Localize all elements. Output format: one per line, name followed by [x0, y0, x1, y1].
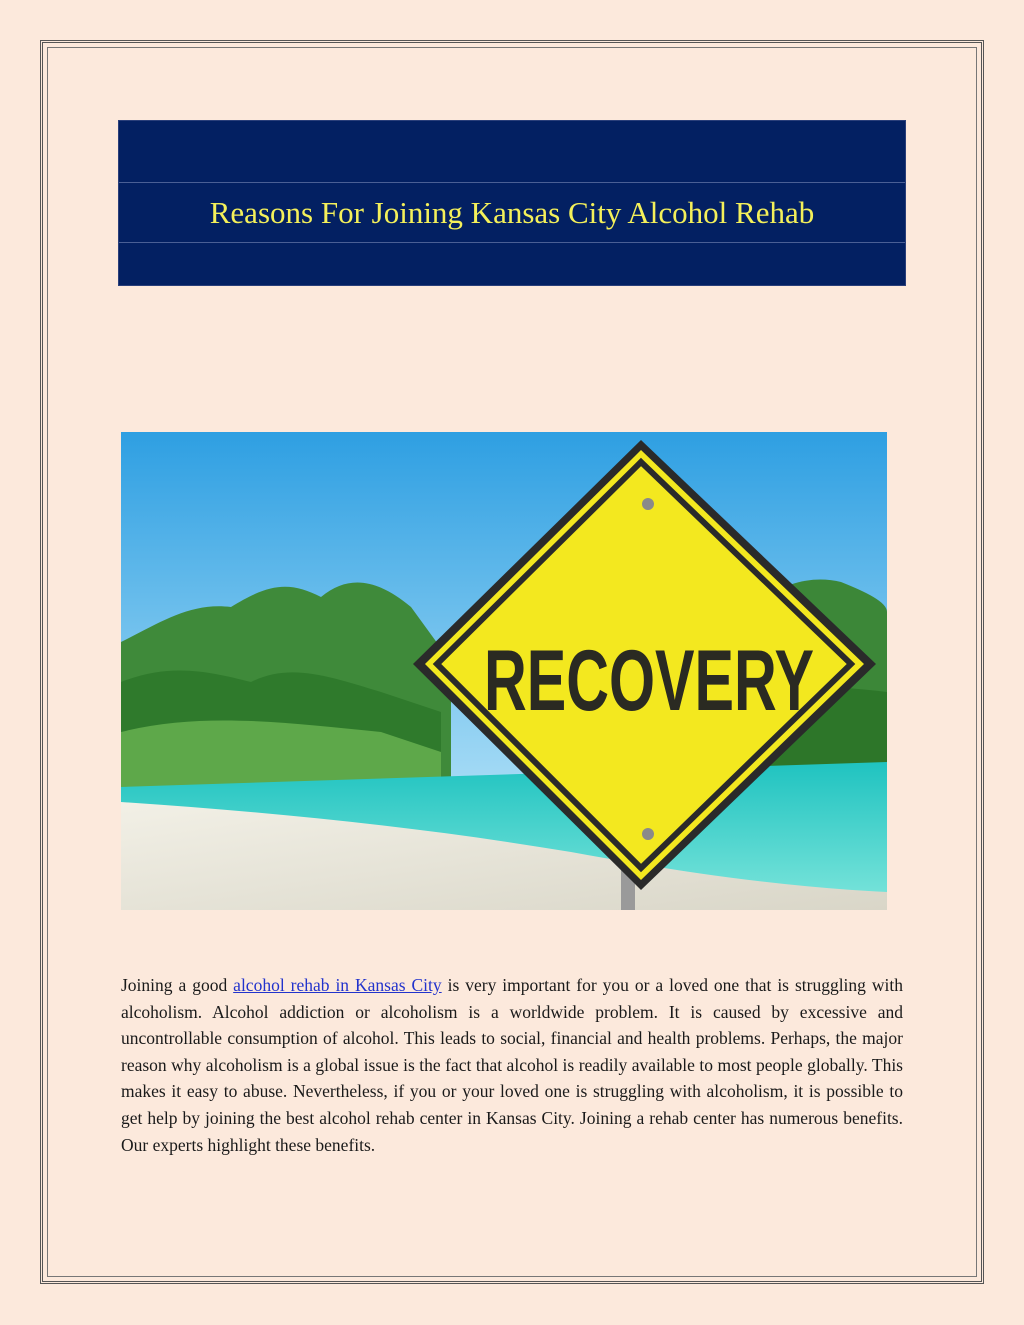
kansas-city-rehab-link[interactable]: alcohol rehab in Kansas City	[233, 975, 442, 995]
hero-image	[121, 432, 887, 910]
paragraph-rest: is very important for you or a loved one that is struggling with alcoholism. Alcohol addiction or alcoholism is a worldwide problem. It is caused by excessive and uncontrollable consumption of alcohol. This leads to social, financial and health problems. Perhaps, the major reason why alcoholism is a global issue is the fact that alcohol is readily available to most people globally. This makes it easy to abuse. Nevertheless, if you or your loved one is struggling with alcoholism, it is possible to get help by joining the best alcohol rehab center in Kansas City. Joining a rehab center has numerous benefits. Our experts highlight these benefits.	[121, 975, 903, 1155]
paragraph-lead: Joining a good	[121, 975, 234, 995]
page-title: Reasons For Joining Kansas City Alcohol Rehab	[209, 195, 815, 230]
recovery-sign-illustration	[121, 432, 887, 910]
title-banner	[118, 120, 906, 286]
body-paragraph	[121, 972, 903, 1158]
sign-text: RECOVERY	[484, 633, 814, 729]
